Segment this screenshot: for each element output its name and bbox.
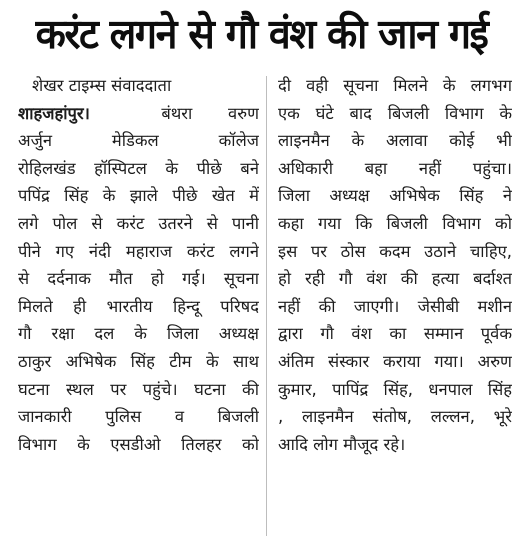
body-line: गौ रक्षा दल के जिला अध्यक्ष — [18, 324, 259, 344]
body-line: लाइनमैन के अलावा कोई भी — [278, 131, 512, 151]
body-line: जिला अध्यक्ष अभिषेक सिंह ने — [278, 186, 512, 206]
body-line: इस पर ठोस कदम उठाने चाहिए, — [278, 241, 512, 261]
article-column-right — [278, 72, 512, 458]
body-line: अंतिम संस्कार कराया गया। अरुण — [278, 351, 512, 371]
body-line: पीने गए नंदी महाराज करंट लगने — [18, 241, 259, 261]
byline: शेखर टाइम्स संवाददाता — [32, 76, 172, 95]
first-line-text: बंथरा वरुण — [161, 103, 259, 123]
body-line: विभाग के एसडीओ तिलहर को — [18, 434, 259, 454]
body-line: कुमार, पापिंद्र सिंह, धनपाल सिंह — [278, 379, 512, 399]
body-line: जानकारी पुलिस व बिजली — [18, 407, 259, 427]
first-line — [18, 100, 259, 128]
body-line: लगे पोल से करंट उतरने से पानी — [18, 213, 259, 233]
headline: करंट लगने से गौ वंश की जान गई — [35, 10, 488, 58]
body-line: एक घंटे बाद बिजली विभाग के — [278, 103, 512, 123]
body-line: कहा गया कि बिजली विभाग को — [278, 213, 512, 233]
article-column-left — [18, 72, 259, 458]
body-line: हो रही गौ वंश की हत्या बर्दाश्त — [278, 269, 512, 289]
body-line: पपिंद्र सिंह के झाले पीछे खेत में — [18, 186, 259, 206]
column-divider — [266, 76, 267, 536]
body-line: दी वही सूचना मिलने के लगभग — [278, 76, 512, 95]
body-line: , लाइनमैन संतोष, लल्लन, भूरे — [278, 407, 512, 427]
body-line: नहीं की जाएगी। जेसीबी मशीन — [278, 296, 512, 316]
body-line: रोहिलखंड हॉस्पिटल के पीछे बने — [18, 158, 259, 178]
dateline: शाहजहांपुर। — [18, 103, 90, 123]
body-line: से दर्दनाक मौत हो गई। सूचना — [18, 269, 259, 289]
body-line: अर्जुन मेडिकल कॉलेज — [18, 131, 259, 151]
body-line: मिलते ही भारतीय हिन्दू परिषद — [18, 296, 259, 316]
body-line: द्वारा गौ वंश का सम्मान पूर्वक — [278, 324, 512, 344]
body-line: आदि लोग मौजूद रहे। — [278, 434, 406, 454]
body-line: घटना स्थल पर पहुंचे। घटना की — [18, 379, 259, 399]
body-line: अधिकारी बहा नहीं पहुंचा। — [278, 158, 512, 178]
body-line: ठाकुर अभिषेक सिंह टीम के साथ — [18, 351, 259, 371]
